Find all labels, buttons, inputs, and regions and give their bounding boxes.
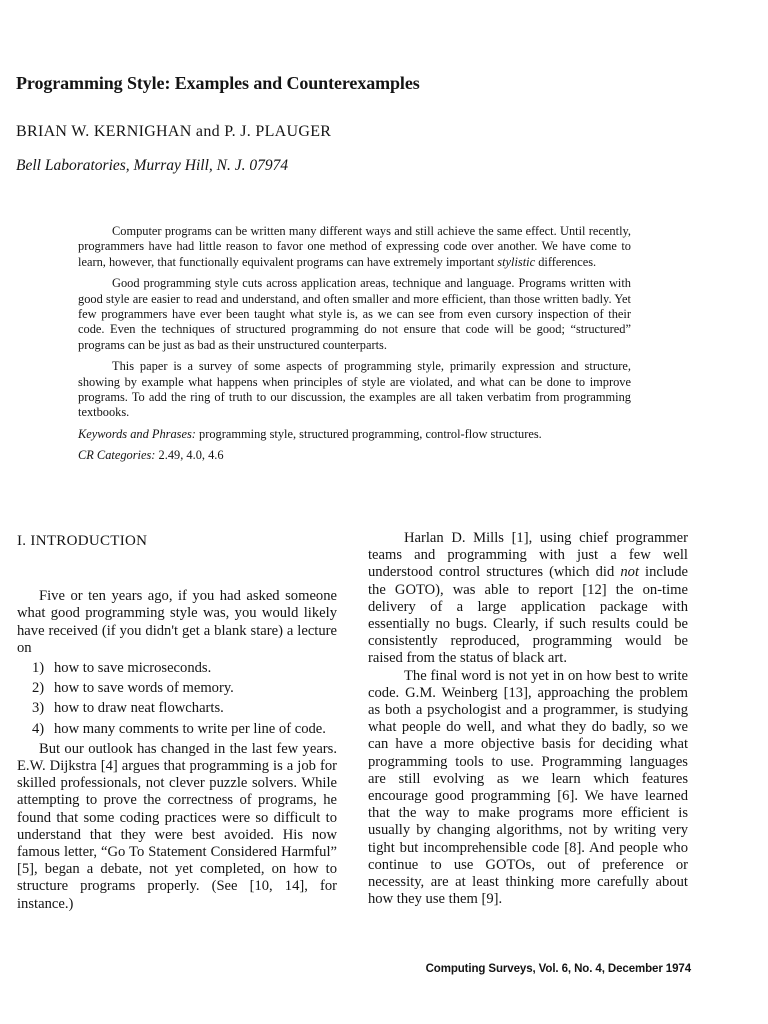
intro-paragraph-2: But our outlook has changed in the last few years. E.W. Dijkstra [4] argues that programming is a job for skilled professionals, not clever puzzle solvers. While attempting to prove the correctness of programs, he found that some coding practices were so difficult to understand that they were best avoided. His now famous letter, “Go To Statement Considered Harmful” [5], began a debate, not yet completed, on how to structure programs properly. (See [10, 14], for instance.) [17, 740, 337, 912]
left-column [17, 530, 337, 913]
paragraph-text: Harlan D. Mills [1], using chief programmer teams and programming with just a few well understood control structures (which did [368, 530, 688, 581]
intro-paragraph-1: Five or ten years ago, if you had asked someone what good programming style was, you would likely have received (if you didn't get a blank stare) a lecture on [17, 588, 337, 656]
cr-categories-line [78, 448, 631, 463]
list-item [17, 700, 337, 717]
cr-categories-value: 2.49, 4.0, 4.6 [155, 448, 224, 463]
list-item-number: 3) [32, 700, 45, 717]
abstract-emphasis: stylistic [497, 254, 536, 269]
list-item [17, 660, 337, 677]
list-item-number: 4) [32, 720, 45, 737]
abstract [78, 224, 631, 470]
style-list [17, 660, 337, 738]
intro-paragraph-4: The final word is not yet in on how best to write code. G.M. Weinberg [13], approaching the problem as both a psychologist and a programmer, is studying what people do well, and what they do badly, so we can have a more objective basis for deciding what programming tools to use. Programming languages are still evolving as we learn which features encourage good programming [6]. We have learned that the way to make programs more efficient is usually by changing algorithms, not by writing very tight but incomprehensible code [8]. And people who continue to use GOTOs, out of preference or necessity, are at least thinking more carefully about how they use them [9]. [368, 667, 688, 908]
list-item [17, 721, 337, 738]
paper-title: Programming Style: Examples and Counterexamples [16, 73, 420, 93]
list-item-text: how to draw neat flowcharts. [54, 700, 224, 717]
list-item-number: 2) [32, 680, 45, 697]
section-heading-introduction: I. INTRODUCTION [17, 533, 148, 549]
list-item-text: how many comments to write per line of code. [54, 720, 326, 737]
right-column [368, 530, 688, 908]
abstract-paragraph-1 [78, 224, 631, 270]
cr-categories-label: CR Categories: [78, 448, 156, 463]
list-item [17, 680, 337, 697]
list-item-text: how to save microseconds. [54, 660, 212, 677]
journal-footer: Computing Surveys, Vol. 6, No. 4, December 1974 [425, 963, 691, 975]
abstract-text: differences. [535, 254, 597, 269]
paper-affiliation: Bell Laboratories, Murray Hill, N. J. 07974 [16, 157, 289, 174]
paragraph-text: include the GOTO), was able to report [12] the on-time delivery of a large application package with essentially no bugs. Clearly, if such results could be consistently reproduced, programming would be raised from the status of black art. [368, 564, 689, 667]
keywords-value: programming style, structured programming, control-flow structures. [195, 426, 542, 441]
list-item-number: 1) [32, 660, 45, 677]
abstract-paragraph-2: Good programming style cuts across application areas, technique and language. Programs written with good style are easier to read and understand, and often smaller and more efficient, than those written badly. Yet few programmers have ever been taught what style is, as we can see from even cursory inspection of their code. Even the techniques of structured programming do not ensure that code will be good; “structured” programs can be just as bad as their unstructured counterparts. [78, 276, 631, 352]
intro-paragraph-3 [368, 530, 688, 668]
list-item-text: how to save words of memory. [54, 680, 234, 697]
keywords-label: Keywords and Phrases: [78, 426, 196, 441]
paper-authors: BRIAN W. KERNIGHAN and P. J. PLAUGER [16, 123, 332, 140]
paragraph-emphasis: not [620, 564, 639, 581]
abstract-paragraph-3: This paper is a survey of some aspects of programming style, primarily expression and structure, showing by example what happens when principles of style are violated, and what can be done to improve programs. To add the ring of truth to our discussion, the examples are all taken verbatim from programming textbooks. [78, 359, 631, 420]
keywords-line [78, 427, 631, 442]
abstract-text: Computer programs can be written many different ways and still achieve the same effect. Until recently, programmers have had little reason to favor one method of expressing code over another. We have come to learn, however, that functionally equivalent programs can have extremely important [78, 224, 631, 269]
